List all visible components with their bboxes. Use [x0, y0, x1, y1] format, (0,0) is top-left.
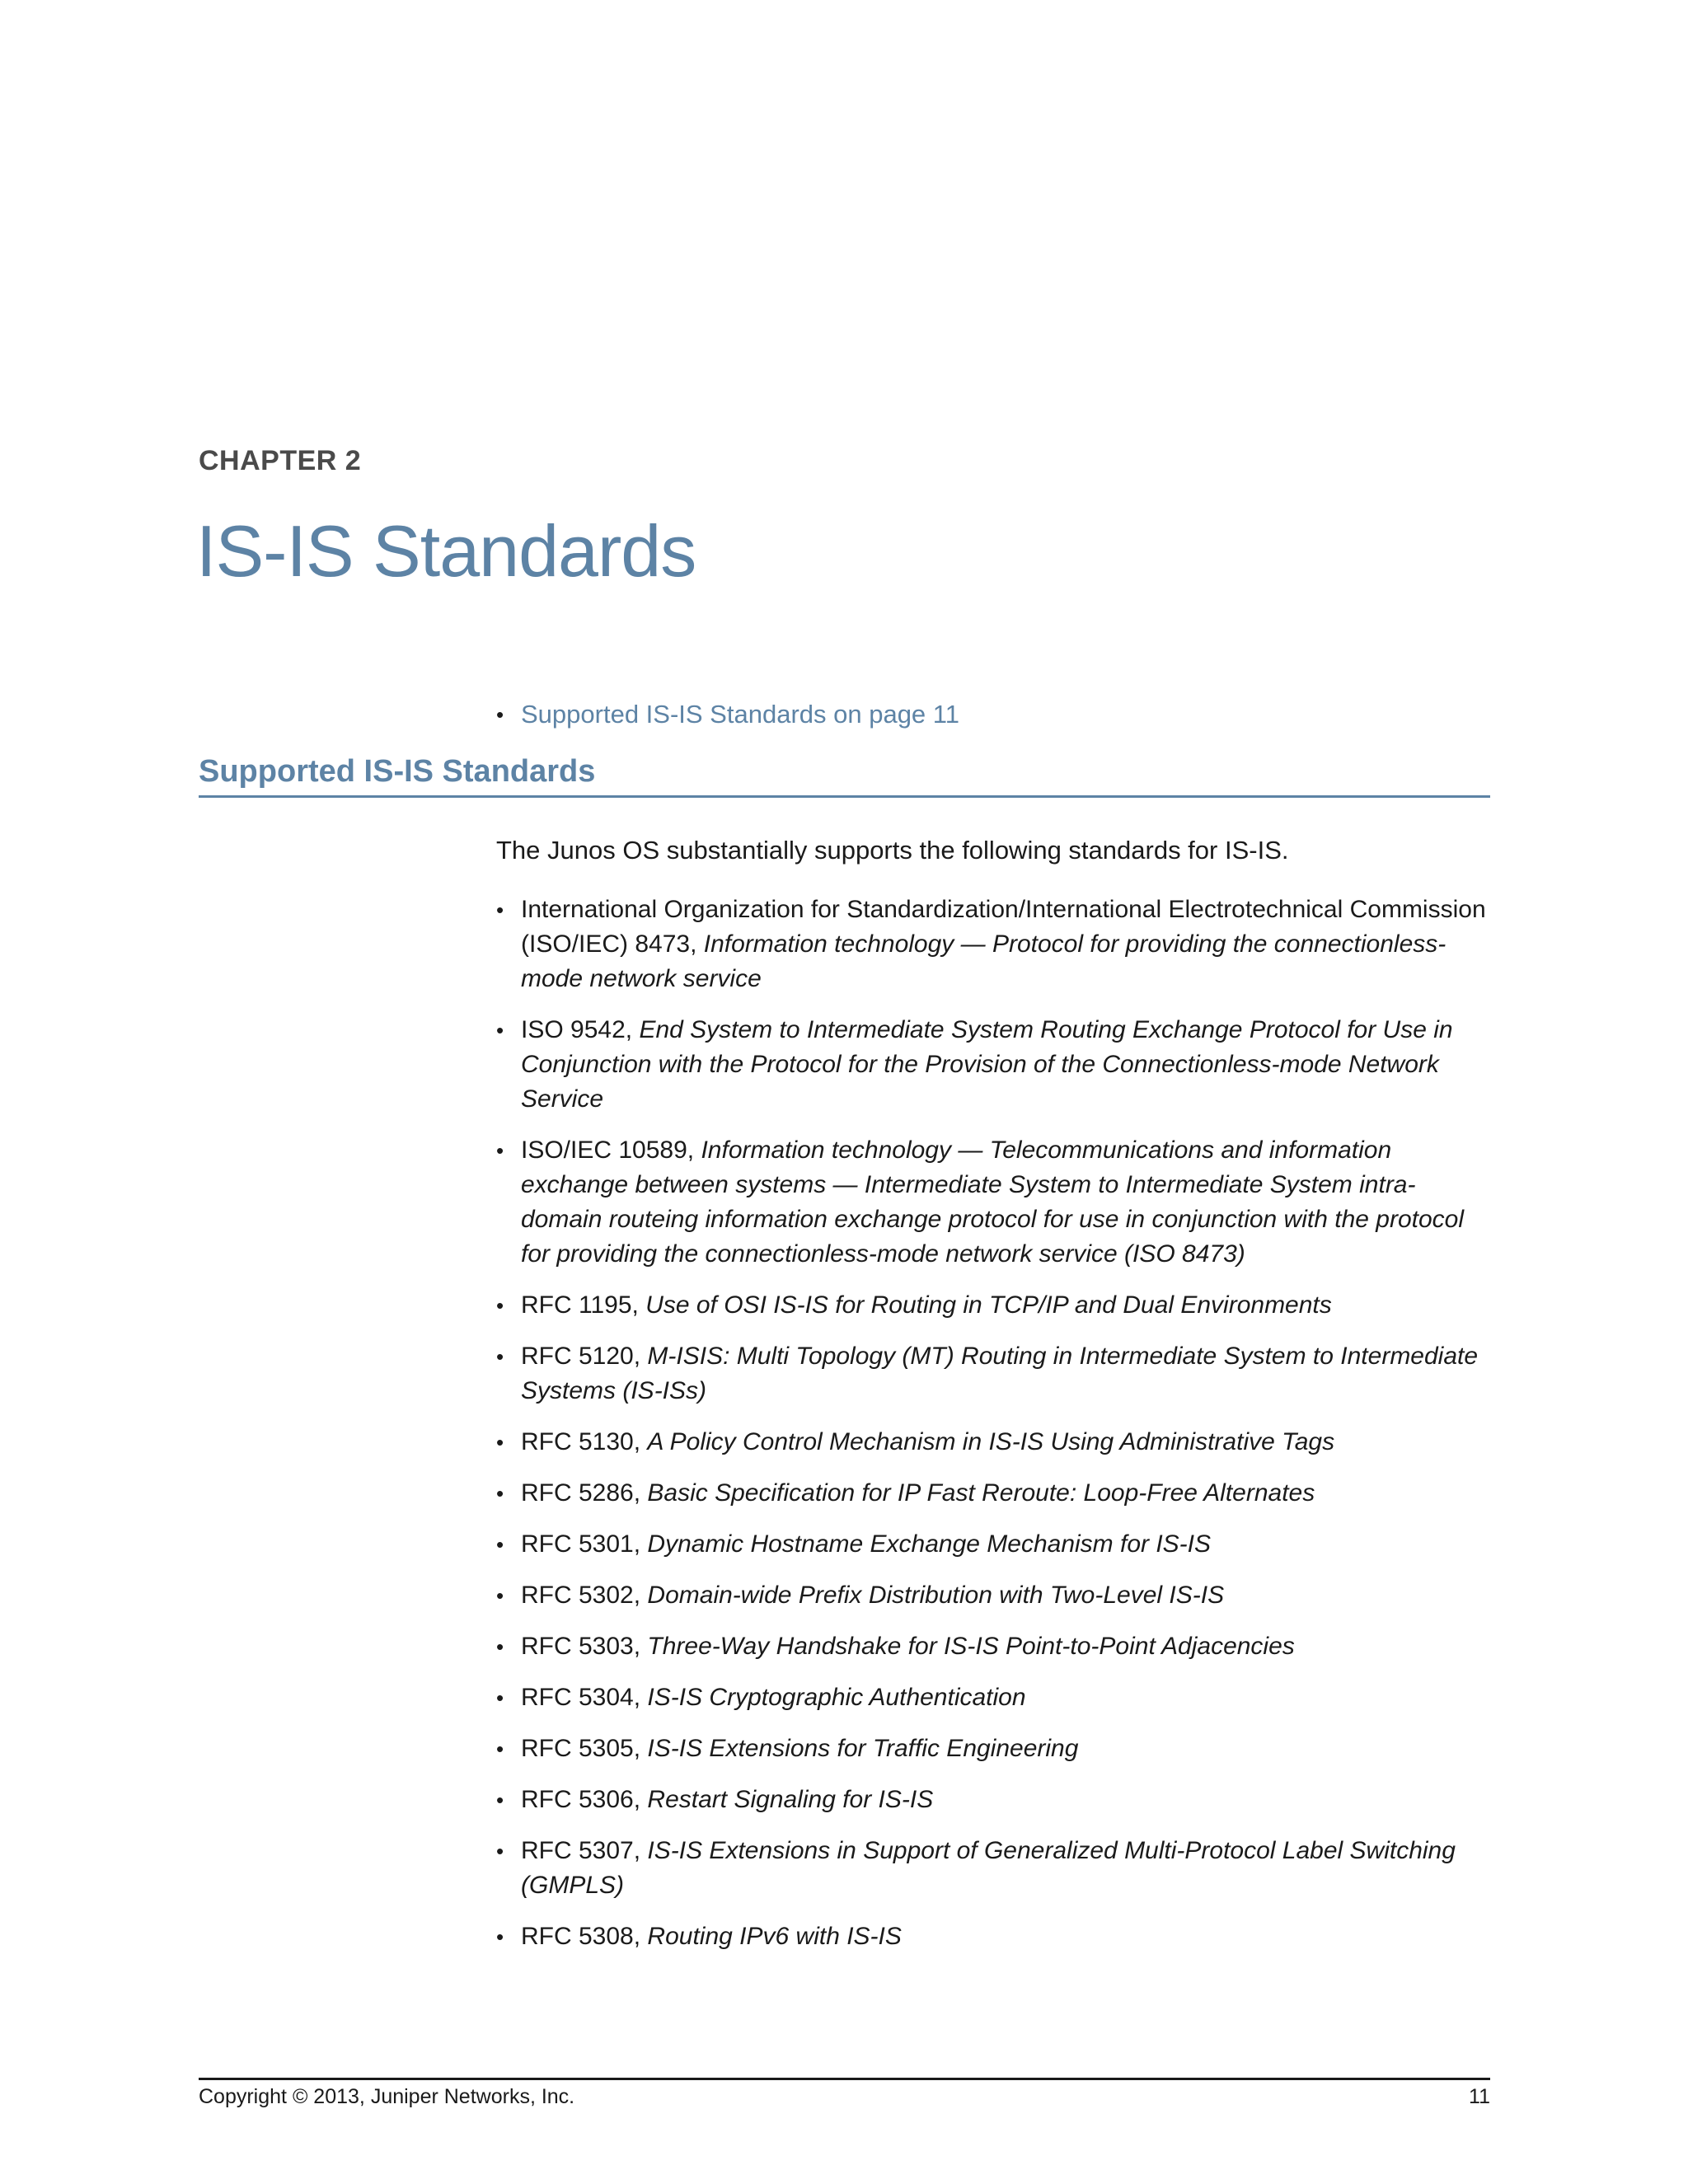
standard-id: RFC 5303, — [521, 1633, 641, 1660]
section-intro: The Junos OS substantially supports the following standards for IS-IS. — [496, 836, 1289, 865]
standard-id: RFC 5120, — [521, 1343, 641, 1370]
standard-title: Information technology — Protocol for providing the connectionless-mode network service — [521, 930, 1447, 992]
standard-id: ISO/IEC 10589, — [521, 1137, 695, 1164]
standard-title: IS-IS Extensions for Traffic Engineering — [647, 1735, 1079, 1762]
standard-id: RFC 5307, — [521, 1837, 641, 1864]
standards-list — [496, 893, 1493, 1971]
chapter-title: IS-IS Standards — [196, 510, 696, 592]
list-item — [496, 1919, 1493, 1954]
standard-id: RFC 5286, — [521, 1479, 641, 1507]
standard-title: Three-Way Handshake for IS-IS Point-to-Point Adjacencies — [647, 1633, 1295, 1660]
standard-id: International Organization for Standardization/International Electrotechnical Commission (ISO/IEC) 8473, — [521, 896, 1486, 958]
list-item — [496, 1783, 1493, 1817]
standard-title: M-ISIS: Multi Topology (MT) Routing in Intermediate System to Intermediate Systems (IS-ISs) — [521, 1343, 1479, 1404]
standard-title: Restart Signaling for IS-IS — [647, 1786, 934, 1813]
list-item — [496, 1680, 1493, 1715]
list-item — [496, 1834, 1493, 1903]
standard-title: Domain-wide Prefix Distribution with Two-Level IS-IS — [647, 1582, 1225, 1609]
standard-title: End System to Intermediate System Routing Exchange Protocol for Use in Conjunction with the Protocol for the Provision of the Connectionless-mode Network Service — [521, 1016, 1453, 1113]
standard-title: Basic Specification for IP Fast Reroute: Loop-Free Alternates — [647, 1479, 1315, 1507]
standard-id: RFC 5305, — [521, 1735, 641, 1762]
list-item — [496, 1578, 1493, 1613]
list-item — [496, 1629, 1493, 1664]
list-item — [496, 1013, 1493, 1117]
toc-item — [496, 698, 959, 731]
standard-id: RFC 5308, — [521, 1923, 641, 1950]
standard-title: Routing IPv6 with IS-IS — [647, 1923, 902, 1950]
list-item — [496, 1732, 1493, 1766]
section-heading: Supported IS-IS Standards — [199, 754, 1490, 798]
standard-id: ISO 9542, — [521, 1016, 633, 1043]
standard-id: RFC 1195, — [521, 1291, 639, 1319]
list-item — [496, 893, 1493, 996]
standard-title: Information technology — Telecommunications and information exchange between systems — Intermediate System to Intermediate System intra-domain routeing information exchange protocol for use in conjunction with the protocol for providing the connectionless-mode network service (ISO 8473) — [521, 1137, 1465, 1268]
standard-title: Use of OSI IS-IS for Routing in TCP/IP and Dual Environments — [645, 1291, 1332, 1319]
list-item — [496, 1527, 1493, 1562]
list-item — [496, 1339, 1493, 1408]
standard-title: IS-IS Cryptographic Authentication — [647, 1684, 1026, 1711]
footer-copyright: Copyright © 2013, Juniper Networks, Inc. — [199, 2085, 575, 2108]
standard-id: RFC 5306, — [521, 1786, 641, 1813]
footer-divider — [199, 2078, 1490, 2080]
list-item — [496, 1288, 1493, 1323]
standard-title: A Policy Control Mechanism in IS-IS Using Administrative Tags — [647, 1428, 1335, 1455]
standard-id: RFC 5130, — [521, 1428, 641, 1455]
standard-title: Dynamic Hostname Exchange Mechanism for IS-IS — [647, 1530, 1212, 1558]
page-number: 11 — [1469, 2085, 1490, 2108]
list-item — [496, 1476, 1493, 1511]
toc-link-supported-standards[interactable]: Supported IS-IS Standards on page 11 — [521, 700, 959, 729]
standard-id: RFC 5301, — [521, 1530, 641, 1558]
standard-id: RFC 5304, — [521, 1684, 641, 1711]
list-item — [496, 1425, 1493, 1460]
chapter-label: CHAPTER 2 — [199, 445, 362, 476]
standard-title: IS-IS Extensions in Support of Generalized Multi-Protocol Label Switching (GMPLS) — [521, 1837, 1456, 1899]
standard-id: RFC 5302, — [521, 1582, 641, 1609]
list-item — [496, 1133, 1493, 1272]
chapter-toc — [496, 698, 959, 731]
